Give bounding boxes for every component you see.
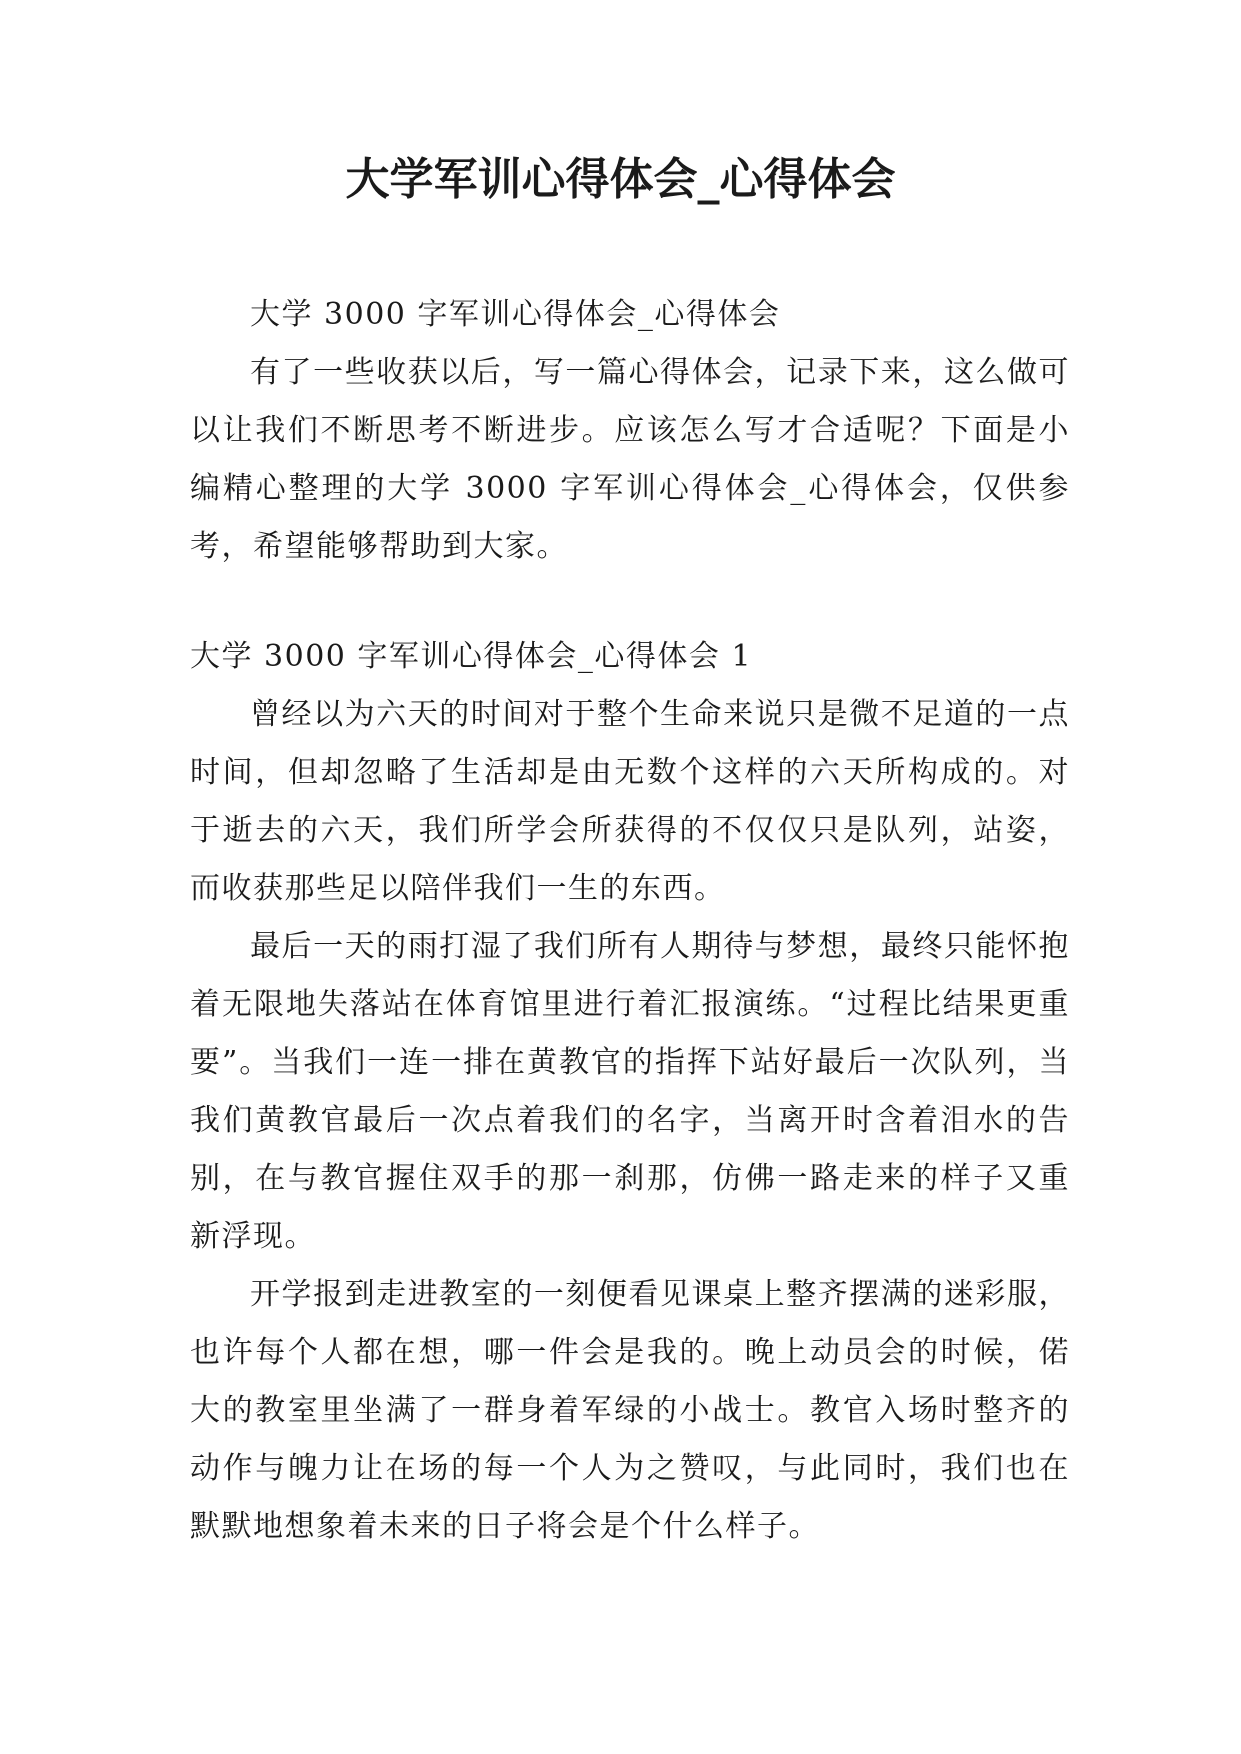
intro-paragraph: 有了一些收获以后，写一篇心得体会，记录下来，这么做可以让我们不断思考不断进步。应该怎么写才合适呢？下面是小编精心整理的大学 3000 字军训心得体会_心得体会，仅供参考，希望能够帮助到大家。 (190, 355, 1070, 564)
section-paragraph: 最后一天的雨打湿了我们所有人期待与梦想，最终只能怀抱着无限地失落站在体育馆里进行着汇报演练。“过程比结果更重要”。当我们一连一排在黄教官的指挥下站好最后一次队列，当我们黄教官最后一次点着我们的名字，当离开时含着泪水的告别，在与教官握住双手的那一刹那，仿佛一路走来的样子又重新浮现。 (190, 929, 1070, 1254)
section-paragraph: 开学报到走进教室的一刻便看见课桌上整齐摆满的迷彩服，也许每个人都在想，哪一件会是我的。晚上动员会的时候，偌大的教室里坐满了一群身着军绿的小战士。教官入场时整齐的动作与魄力让在场的每一个人为之赞叹，与此同时，我们也在默默地想象着未来的日子将会是个什么样子。 (190, 1277, 1070, 1544)
section-heading: 大学 3000 字军训心得体会_心得体会 1 (190, 639, 753, 674)
intro-subtitle: 大学 3000 字军训心得体会_心得体会 (250, 297, 781, 332)
section-gap (190, 576, 1070, 628)
document-title: 大学军训心得体会_心得体会 (345, 154, 896, 205)
section-paragraph: 曾经以为六天的时间对于整个生命来说只是微不足道的一点时间，但却忽略了生活却是由无数个这样的六天所构成的。对于逝去的六天，我们所学会所获得的不仅仅只是队列，站姿，而收获那些足以陪伴我们一生的东西。 (190, 697, 1070, 906)
document-body (190, 286, 1070, 1556)
